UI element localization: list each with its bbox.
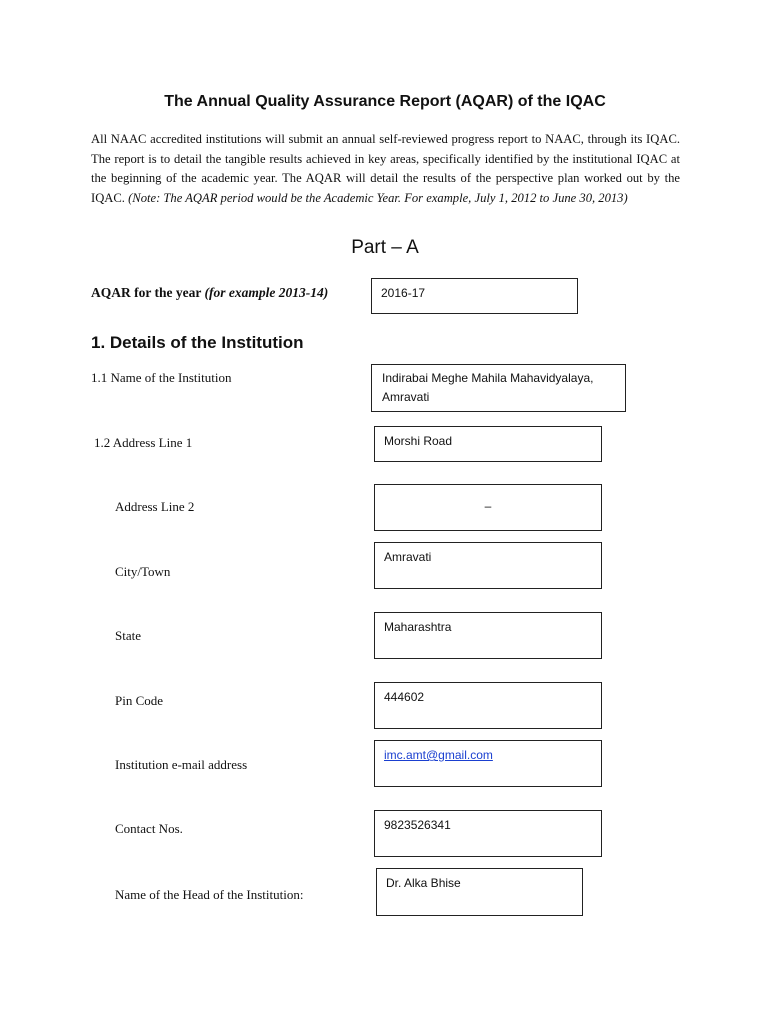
intro-text: All NAAC accredited institutions will submit an annual self-reviewed progress report to NAAC, through its IQAC. The report is to detail the tangible results achieved in key areas, specifically identified by the institutional IQAC at the beginning of the academic year. The AQAR will detail the results of the perspective plan worked out by the IQAC. xyxy=(91,132,680,205)
address-line1-field[interactable]: Morshi Road xyxy=(374,426,602,462)
aqar-year-example: (for example 2013-14) xyxy=(204,285,329,300)
aqar-year-field[interactable]: 2016-17 xyxy=(371,278,578,314)
city-label: City/Town xyxy=(115,564,171,579)
email-label: Institution e-mail address xyxy=(115,757,248,772)
institution-name-field[interactable]: Indirabai Meghe Mahila Mahavidyalaya, Amravati xyxy=(371,364,626,412)
aqar-year-label xyxy=(91,285,328,301)
state-label: State xyxy=(115,628,141,643)
email-link[interactable]: imc.amt@gmail.com xyxy=(384,748,493,762)
section-heading: 1. Details of the Institution xyxy=(91,333,304,352)
pin-code-field[interactable]: 444602 xyxy=(374,682,602,729)
head-name-label: Name of the Head of the Institution: xyxy=(115,887,304,902)
contact-label: Contact Nos. xyxy=(115,821,183,836)
intro-paragraph xyxy=(91,130,680,208)
address-line2-label: Address Line 2 xyxy=(115,499,195,514)
institution-name-label: 1.1 Name of the Institution xyxy=(91,370,232,385)
state-field[interactable]: Maharashtra xyxy=(374,612,602,659)
part-heading: Part – A xyxy=(351,237,419,258)
document-title: The Annual Quality Assurance Report (AQAR) of the IQAC xyxy=(164,93,606,110)
email-field[interactable] xyxy=(374,740,602,787)
pin-code-label: Pin Code xyxy=(115,693,164,708)
contact-field[interactable]: 9823526341 xyxy=(374,810,602,857)
address-line2-field[interactable]: – xyxy=(374,484,602,531)
city-field[interactable]: Amravati xyxy=(374,542,602,589)
address-line1-label: 1.2 Address Line 1 xyxy=(94,435,193,450)
aqar-year-label-text: AQAR for the year xyxy=(91,285,202,300)
head-name-field[interactable]: Dr. Alka Bhise xyxy=(376,868,583,916)
intro-note: (Note: The AQAR period would be the Academic Year. For example, July 1, 2012 to June 30, 2013) xyxy=(128,190,628,205)
